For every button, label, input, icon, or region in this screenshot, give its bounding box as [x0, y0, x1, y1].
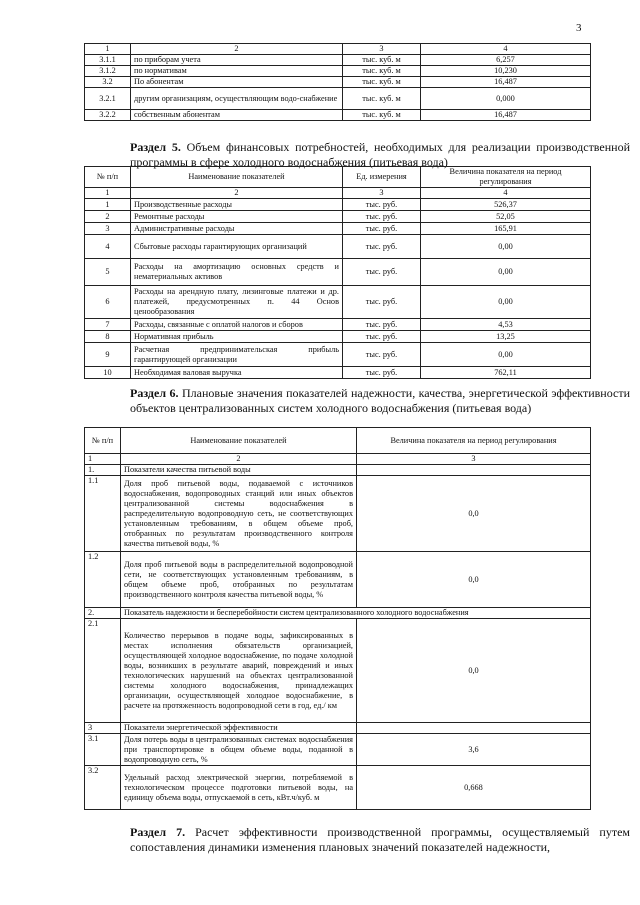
section-6-title: Плановые значения показателей надежности, качества, энергетической эффективности объектов централизованных систем холодного водоснабжения (питьевая вода) — [130, 386, 631, 415]
table-row: 1.1 Доля проб питьевой воды, подаваемой с источников водоснабжения, водопроводных станций или иных объектов централизованной системы водоснабжения в распределительную водопроводную сеть, не соответствующих установленным требованиям, в общем объеме проб, отобранных по результатам производственного контроля качества питьевой воды, % 0,0 — [85, 476, 591, 552]
table-row: 3.2 Удельный расход электрической энергии, потребляемой в технологическом процессе подготовки питьевой воды, на единицу объема воды, отпускаемой в сеть, кВт.ч/куб. м 0,668 — [85, 766, 591, 810]
section-5-title: Объем финансовых потребностей, необходимых для реализации производственной программы в сфере холодного водоснабжения (питьевая вода) — [130, 140, 630, 169]
table-row: 4 Сбытовые расходы гарантирующих организаций тыс. руб. 0,00 — [85, 235, 591, 259]
water-volume-table — [84, 43, 591, 121]
table-row: 3.1.1 по приборам учета тыс. куб. м 6,257 — [85, 55, 591, 66]
table-row: 3.2 По абонентам тыс. куб. м 16,487 — [85, 77, 591, 88]
table-row: 3 Административные расходы тыс. руб. 165,91 — [85, 223, 591, 235]
reliability-indicators-table — [84, 427, 591, 810]
table-row: 8 Нормативная прибыль тыс. руб. 13,25 — [85, 331, 591, 343]
section-7-title: Расчет эффективности производственной программы, осуществляемый путем сопоставления динамики изменения плановых значений показателей надежности, — [130, 825, 630, 854]
table-row: 6 Расходы на арендную плату, лизинговые платежи и др. платежей, предусмотренных п. 44 Основ ценообразования тыс. руб. 0,00 — [85, 286, 591, 319]
table-group-row: 2. Показатель надежности и бесперебойности систем централизованного холодного водоснабжения — [85, 608, 591, 619]
section-7-label: Раздел 7. — [130, 825, 186, 839]
section-6-label: Раздел 6. — [130, 386, 179, 400]
table-number-row: 1 2 3 4 — [85, 188, 591, 199]
page-number: 3 — [576, 22, 582, 34]
table-header-row: 1 2 3 4 — [85, 44, 591, 55]
table-row: 2 Ремонтные расходы тыс. руб. 52,05 — [85, 211, 591, 223]
financial-needs-table — [84, 166, 591, 379]
table-group-row: 3 Показатели энергетической эффективности — [85, 723, 591, 734]
table-row: 10 Необходимая валовая выручка тыс. руб. 762,11 — [85, 367, 591, 379]
section-7-heading — [86, 825, 630, 855]
table-row: 9 Расчетная предпринимательская прибыль гарантирующей организации тыс. руб. 0,00 — [85, 343, 591, 367]
table-row: 5 Расходы на амортизацию основных средств и нематериальных активов тыс. руб. 0,00 — [85, 259, 591, 286]
table-row: 3.1.2 по нормативам тыс. куб. м 10,230 — [85, 66, 591, 77]
table-row: 1 Производственные расходы тыс. руб. 526,37 — [85, 199, 591, 211]
table-row: 3.2.2 собственным абонентам тыс. куб. м 16,487 — [85, 110, 591, 121]
table-row: 3.1 Доля потерь воды в централизованных системах водоснабжения при транспортировке в общем объеме воды, поданной в водопроводную сеть, % 3,6 — [85, 734, 591, 766]
table-row: 1.2 Доля проб питьевой воды в распределительной водопроводной сети, не соответствующих установленным требованиям, в общем объеме проб, отобранных по результатам производственного контроля качества питьевой воды, % 0,0 — [85, 552, 591, 608]
table-header-row: № п/п Наименование показателей Величина показателя на период регулирования — [85, 428, 591, 454]
table-row: 2.1 Количество перерывов в подаче воды, зафиксированных в местах исполнения обязательств организацией, осуществляющей холодное водоснабжение, по подаче холодной воды, возникших в результате аварий, повреждений и иных технологических нарушений на объектах централизованной системы холодного водоснабжения, принадлежащих организации, осуществляющей холодное водоснабжение, в расчете на протяженность водопроводной сети в год, ед./ км 0,0 — [85, 619, 591, 723]
section-5-label: Раздел 5. — [130, 140, 181, 154]
table-number-row: 1 2 3 — [85, 454, 591, 465]
table-row: 7 Расходы, связанные с оплатой налогов и сборов тыс. руб. 4,53 — [85, 319, 591, 331]
section-6-heading — [86, 386, 630, 416]
table-header-row: № п/п Наименование показателей Ед. измерения Величина показателя на период регулирования — [85, 167, 591, 188]
table-row: 3.2.1 другим организациям, осуществляющим водо-снабжение тыс. куб. м 0,000 — [85, 88, 591, 110]
table-group-row: 1. Показатели качества питьевой воды — [85, 465, 591, 476]
